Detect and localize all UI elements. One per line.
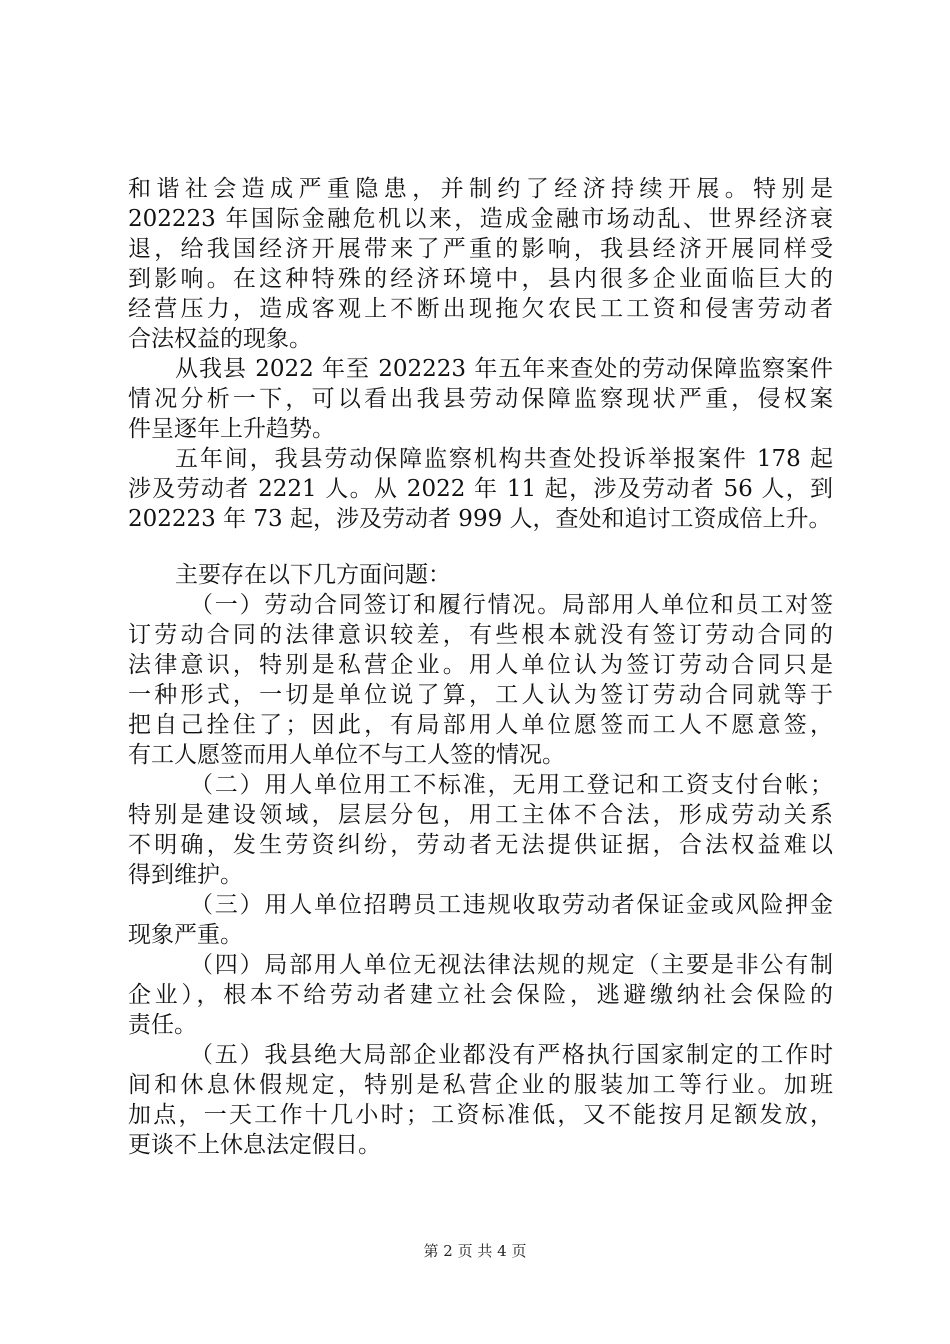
text-line: 五年间，我县劳动保障监察机构共查处投诉举报案件 178 起 bbox=[175, 446, 833, 472]
text-line: （五）我县绝大局部企业都没有严格执行国家制定的工作时 bbox=[190, 1042, 833, 1068]
paragraph-9 bbox=[128, 1040, 833, 1160]
text-line: 更谈不上休息法定假日。 bbox=[128, 1132, 381, 1158]
text-line: 得到维护。 bbox=[128, 862, 243, 888]
text-line: （四）局部用人单位无视法律法规的规定（主要是非公有制 bbox=[190, 952, 833, 978]
text-line: 件呈逐年上升趋势。 bbox=[128, 416, 335, 442]
text-line: 202223 年 73 起，涉及劳动者 999 人，查处和追讨工资成倍上升。 bbox=[128, 506, 832, 532]
text-line: 涉及劳动者 2221 人。从 2022 年 11 起，涉及劳动者 56 人，到 bbox=[128, 476, 833, 502]
paragraph-spacer bbox=[128, 534, 833, 560]
text-line: （一）劳动合同签订和履行情况。局部用人单位和员工对签 bbox=[190, 592, 833, 618]
text-line: 加点，一天工作十几小时；工资标准低，又不能按月足额发放， bbox=[128, 1102, 833, 1128]
text-line: 主要存在以下几方面问题： bbox=[175, 562, 451, 588]
text-line: 一种形式，一切是单位说了算，工人认为签订劳动合同就等于 bbox=[128, 682, 833, 708]
text-line: 法律意识，特别是私营企业。用人单位认为签订劳动合同只是 bbox=[128, 652, 833, 678]
paragraph-6 bbox=[128, 770, 833, 890]
text-line: 从我县 2022 年至 202223 年五年来查处的劳动保障监察案件 bbox=[175, 356, 833, 382]
text-line: 不明确，发生劳资纠纷，劳动者无法提供证据，合法权益难以 bbox=[128, 832, 833, 858]
text-line: 有工人愿签而用人单位不与工人签的情况。 bbox=[128, 742, 565, 768]
paragraph-1 bbox=[128, 174, 833, 354]
text-line: 情况分析一下，可以看出我县劳动保障监察现状严重，侵权案 bbox=[128, 386, 833, 412]
text-line: 企业），根本不给劳动者建立社会保险，逃避缴纳社会保险的 bbox=[128, 982, 833, 1008]
text-line: 退，给我国经济开展带来了严重的影响，我县经济开展同样受 bbox=[128, 236, 833, 262]
text-line: 间和休息休假规定，特别是私营企业的服装加工等行业。加班 bbox=[128, 1072, 833, 1098]
text-line: 202223 年国际金融危机以来，造成金融市场动乱、世界经济衰 bbox=[128, 206, 833, 232]
text-line: 责任。 bbox=[128, 1012, 197, 1038]
text-line: 特别是建设领域，层层分包，用工主体不合法，形成劳动关系 bbox=[128, 802, 833, 828]
text-line: 现象严重。 bbox=[128, 922, 243, 948]
paragraph-3 bbox=[128, 444, 833, 534]
text-line: 经营压力，造成客观上不断出现拖欠农民工工资和侵害劳动者 bbox=[128, 296, 833, 322]
text-line: 合法权益的现象。 bbox=[128, 326, 312, 352]
paragraph-8 bbox=[128, 950, 833, 1040]
page-number-footer: 第 2 页 共 4 页 bbox=[423, 1242, 527, 1260]
paragraph-2 bbox=[128, 354, 833, 444]
paragraph-4 bbox=[128, 560, 833, 590]
text-line: （二）用人单位用工不标准，无用工登记和工资支付台帐； bbox=[190, 772, 833, 798]
document-body bbox=[128, 174, 833, 1160]
paragraph-5 bbox=[128, 590, 833, 770]
text-line: 订劳动合同的法律意识较差，有些根本就没有签订劳动合同的 bbox=[128, 622, 833, 648]
paragraph-7 bbox=[128, 890, 833, 950]
text-line: 把自己拴住了；因此，有局部用人单位愿签而工人不愿意签， bbox=[128, 712, 833, 738]
text-line: 到影响。在这种特殊的经济环境中，县内很多企业面临巨大的 bbox=[128, 266, 833, 292]
text-line: （三）用人单位招聘员工违规收取劳动者保证金或风险押金 bbox=[190, 892, 833, 918]
text-line: 和谐社会造成严重隐患，并制约了经济持续开展。特别是 bbox=[128, 176, 833, 202]
